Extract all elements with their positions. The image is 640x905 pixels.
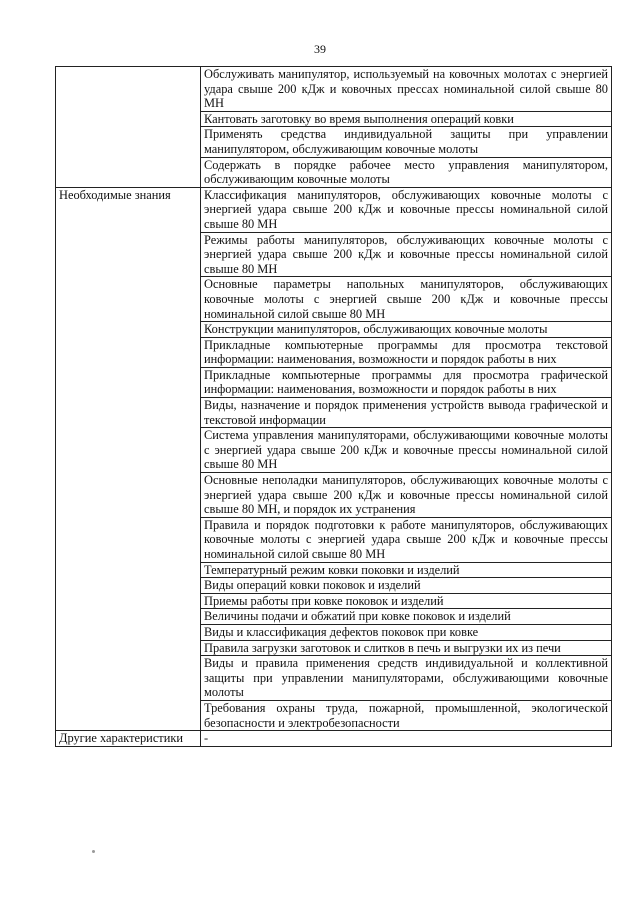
knowledge-item: Температурный режим ковки поковки и изделий: [201, 562, 612, 578]
knowledge-item: Приемы работы при ковке поковок и изделий: [201, 593, 612, 609]
knowledge-item: Виды и правила применения средств индивидуальной и коллективной защиты при управлении манипуляторами, обслуживающими ковочные молоты: [201, 656, 612, 701]
skill-item: Кантовать заготовку во время выполнения операций ковки: [201, 111, 612, 127]
knowledge-item: Виды операций ковки поковок и изделий: [201, 578, 612, 594]
skill-item: Обслуживать манипулятор, используемый на ковочных молотах с энергией удара свыше 200 кДж и ковочных прессах номинальной силой свыше 80 МН: [201, 67, 612, 112]
knowledge-item: Правила загрузки заготовок и слитков в печь и выгрузки их из печи: [201, 640, 612, 656]
table-row: [56, 67, 612, 112]
knowledge-item: Виды, назначение и порядок применения устройств вывода графической и текстовой информации: [201, 398, 612, 428]
scan-speck: [92, 850, 95, 853]
other-characteristics-value: -: [201, 731, 612, 747]
knowledge-item: Режимы работы манипуляторов, обслуживающих ковочные молоты с энергией удара свыше 200 кДж и ковочные прессы номинальной силой свыше 80 МН: [201, 232, 612, 277]
knowledge-item: Требования охраны труда, пожарной, промышленной, экологической безопасности и электробезопасности: [201, 700, 612, 730]
requirements-table: [55, 66, 612, 747]
knowledge-item: Основные параметры напольных манипуляторов, обслуживающих ковочные молоты с энергией свыше 200 кДж и ковочные прессы номинальной силой свыше 80 МН: [201, 277, 612, 322]
knowledge-item: Правила и порядок подготовки к работе манипуляторов, обслуживающих ковочные молоты с энергией удара свыше 200 кДж и ковочные прессы номинальной силой свыше 80 МН: [201, 517, 612, 562]
knowledge-item: Величины подачи и обжатий при ковке поковок и изделий: [201, 609, 612, 625]
other-characteristics-label: Другие характеристики: [56, 731, 201, 747]
skill-item: Содержать в порядке рабочее место управления манипулятором, обслуживающим ковочные молоты: [201, 157, 612, 187]
knowledge-item: Виды и классификация дефектов поковок при ковке: [201, 624, 612, 640]
skill-item: Применять средства индивидуальной защиты при управлении манипулятором, обслуживающим ковочные молоты: [201, 127, 612, 157]
knowledge-item: Прикладные компьютерные программы для просмотра текстовой информации: наименования, возможности и порядок работы в них: [201, 337, 612, 367]
knowledge-label: Необходимые знания: [56, 187, 201, 730]
table-row: [56, 731, 612, 747]
knowledge-item: Основные неполадки манипуляторов, обслуживающих ковочные молоты с энергией удара свыше 200 кДж и ковочные прессы номинальной силой свыше 80 МН, и порядок их устранения: [201, 473, 612, 518]
skills-continuation-label-cell: [56, 67, 201, 188]
knowledge-item: Конструкции манипуляторов, обслуживающих ковочные молоты: [201, 322, 612, 338]
knowledge-item: Классификация манипуляторов, обслуживающих ковочные молоты с энергией удара свыше 200 кДж и ковочные прессы номинальной силой свыше 80 МН: [201, 187, 612, 232]
knowledge-item: Система управления манипуляторами, обслуживающими ковочные молоты с энергией удара свыше 200 кДж и ковочные прессы номинальной силой свыше 80 МН: [201, 428, 612, 473]
page-number: 39: [314, 42, 326, 56]
table-row: [56, 187, 612, 232]
knowledge-item: Прикладные компьютерные программы для просмотра графической информации: наименования, возможности и порядок работы в них: [201, 367, 612, 397]
